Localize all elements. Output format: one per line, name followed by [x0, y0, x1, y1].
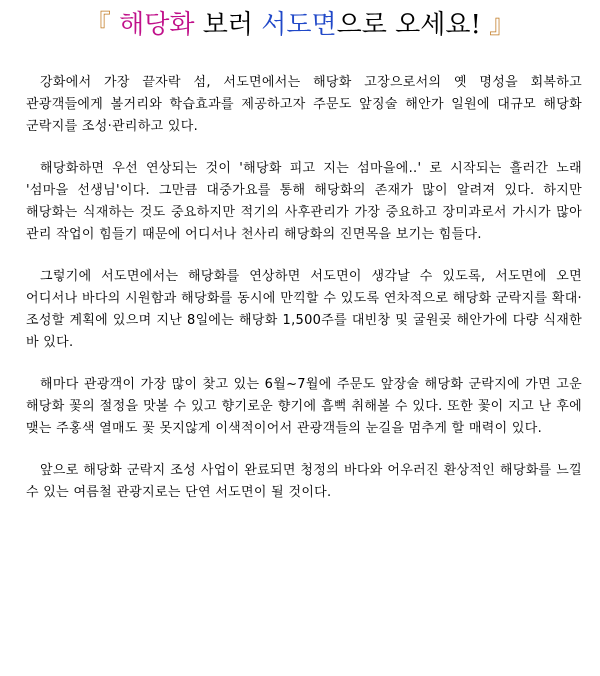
title-bracket-close: 』 — [489, 10, 516, 40]
paragraph-1: 강화에서 가장 끝자락 섬, 서도면에서는 해당화 고장으로서의 옛 명성을 회복하고 관광객들에게 볼거리와 학습효과를 제공하고자 주문도 앞징술 해안가 일원에 대규모 해당화 군락지를 조성·관리하고 있다. — [26, 75, 582, 134]
paragraph-3: 그렇기에 서도면에서는 해당화를 연상하면 서도면이 생각날 수 있도록, 서도면에 오면 어디서나 바다의 시원함과 해당화를 동시에 만끽할 수 있도록 연차적으로 해당화 군락지를 확대·조성할 계획에 있으며 지난 8일에는 해당화 1,500주를 대빈창 및 굴원곶 해안가에 다량 식재한 바 있다. — [26, 269, 582, 350]
title-seodomyeon: 서도면 — [261, 10, 337, 40]
title-oseyo: 으로 오세요! — [336, 10, 481, 40]
document-title — [0, 8, 600, 42]
title-bracket-open: 『 — [84, 10, 111, 40]
paragraph-2: 해당화하면 우선 연상되는 것이 '해당화 피고 지는 섬마을에..' 로 시작되는 흘러간 노래 '섬마을 선생님'이다. 그만큼 대중가요를 통해 해당화의 존재가 많이 알려져 있다. 하지만 해당화는 식재하는 것도 중요하지만 적기의 사후관리가 가장 중요하고 장미과로서 가시가 많아 관리 작업이 힘들기 때문에 어디서나 천사리 해당화의 진면목을 보기는 힘들다. — [26, 161, 582, 242]
article-body — [26, 72, 582, 524]
title-boreo: 보러 — [202, 10, 253, 40]
title-haedanghwa: 해당화 — [119, 10, 195, 40]
paragraph-5: 앞으로 해당화 군락지 조성 사업이 완료되면 청정의 바다와 어우러진 환상적인 해당화를 느낄 수 있는 여름철 관광지로는 단연 서도면이 될 것이다. — [26, 463, 582, 500]
paragraph-4: 해마다 관광객이 가장 많이 찾고 있는 6월~7월에 주문도 앞장술 해당화 군락지에 가면 고운 해당화 꽃의 절정을 맛볼 수 있고 향기로운 향기에 흠뻑 취해볼 수 있다. 또한 꽃이 지고 난 후에 맺는 주홍색 열매도 꽃 못지않게 이색적이어서 관광객들의 눈길을 멈추게 할 매력이 있다. — [26, 377, 582, 436]
